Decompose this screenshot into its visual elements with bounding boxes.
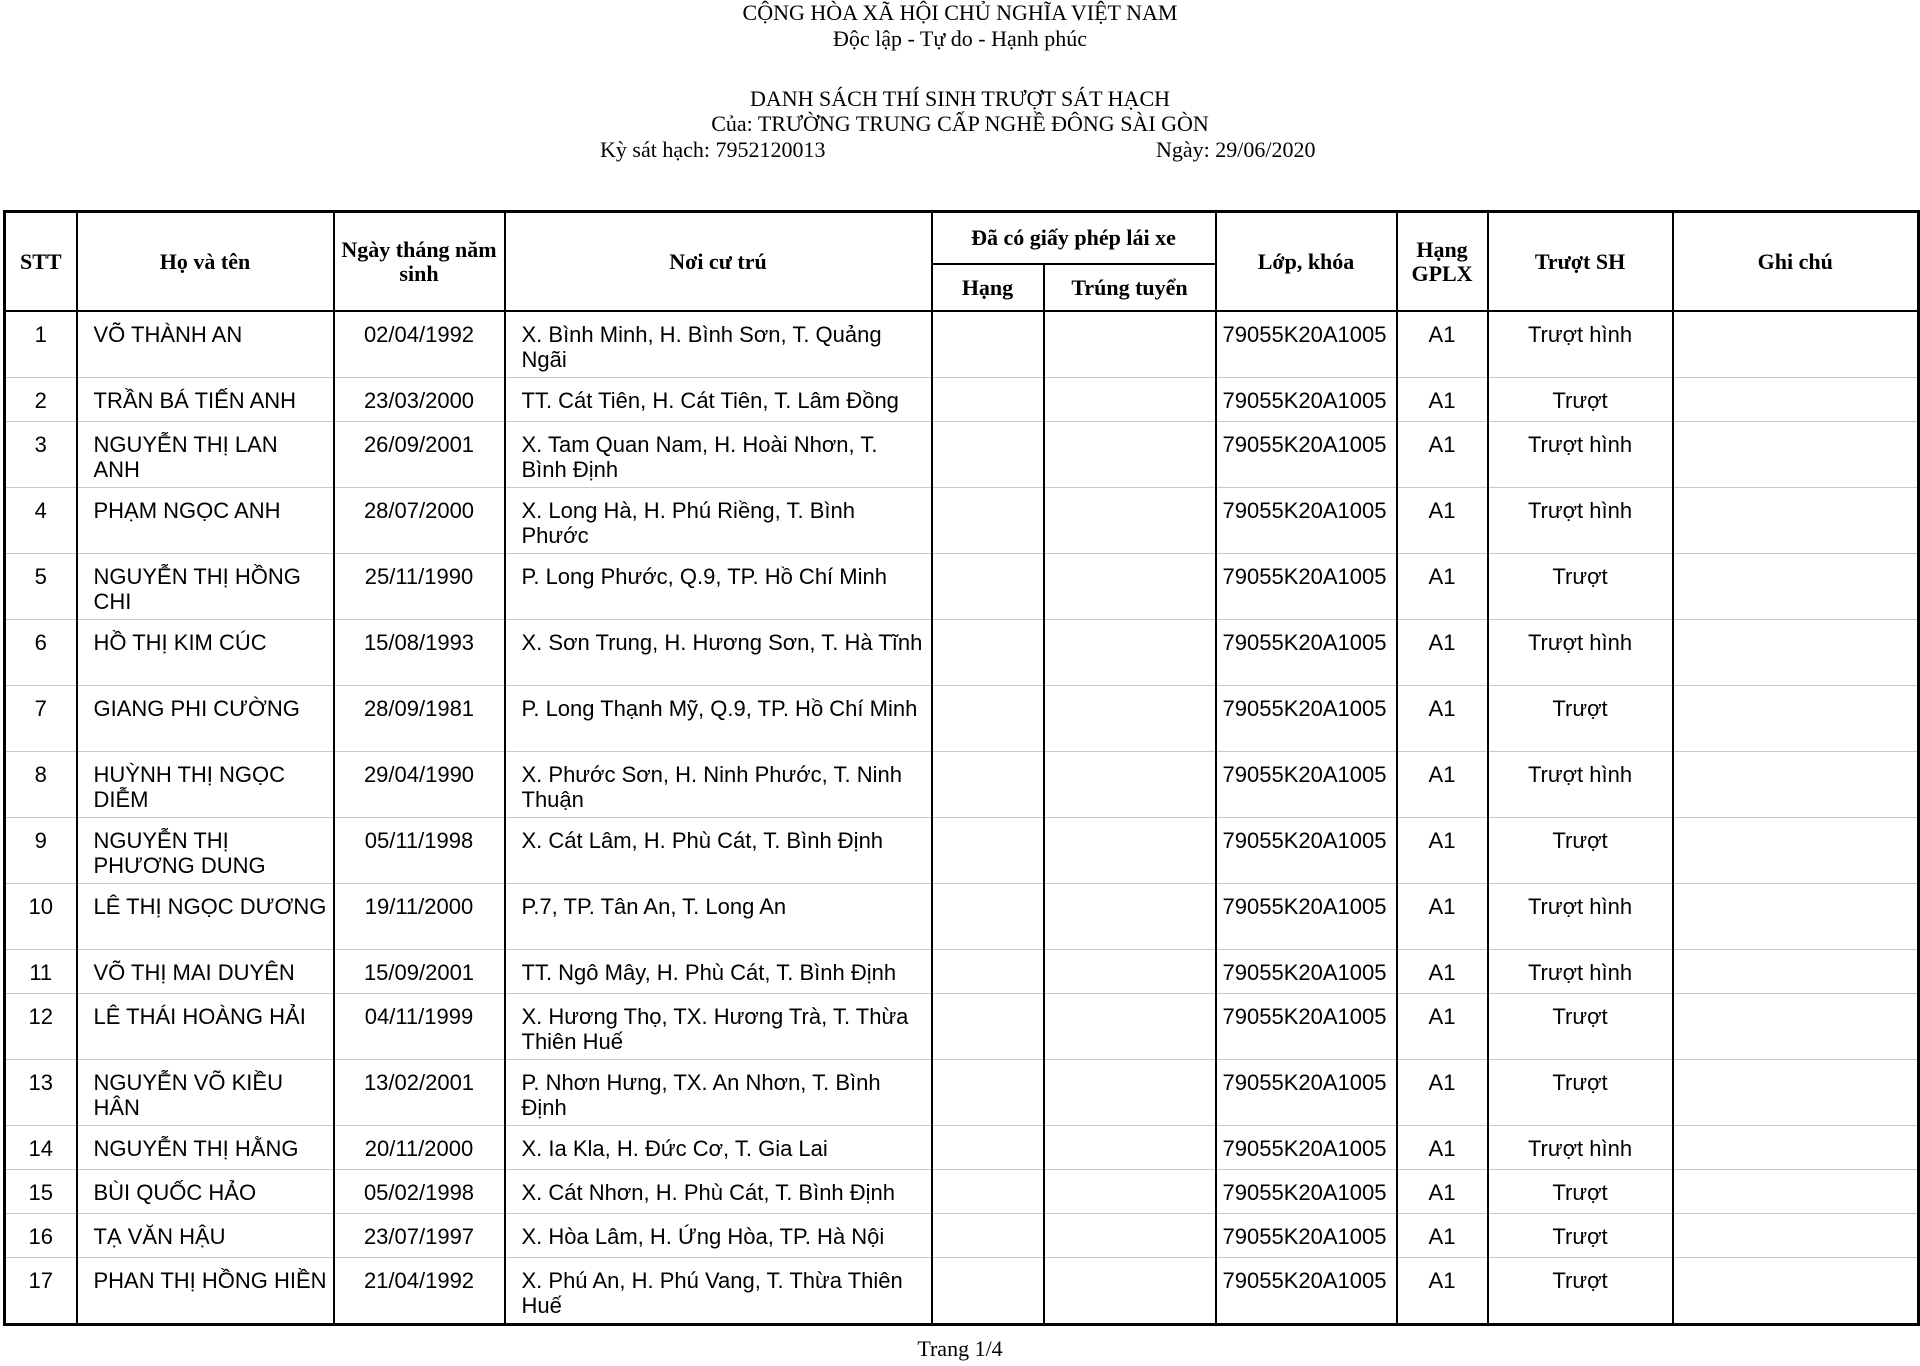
cell-license-passed [1044, 422, 1216, 488]
cell-fail: Trượt [1488, 994, 1673, 1060]
table-row [5, 554, 1919, 620]
cell-stt: 1 [5, 311, 77, 378]
col-header-license-class: Hạng [932, 264, 1044, 311]
cell-note [1673, 1214, 1919, 1258]
cell-note [1673, 554, 1919, 620]
cell-address: X. Long Hà, H. Phú Riềng, T. Bình Phước [505, 488, 932, 554]
table-row [5, 994, 1919, 1060]
table-row [5, 378, 1919, 422]
cell-dob: 04/11/1999 [334, 994, 505, 1060]
cell-course: 79055K20A1005 [1216, 884, 1397, 950]
col-header-stt: STT [5, 212, 77, 312]
cell-fail: Trượt hình [1488, 1126, 1673, 1170]
cell-dob: 23/07/1997 [334, 1214, 505, 1258]
cell-course: 79055K20A1005 [1216, 1170, 1397, 1214]
cell-gplx: A1 [1397, 1258, 1488, 1325]
school-name: Của: TRƯỜNG TRUNG CẤP NGHỀ ĐÔNG SÀI GÒN [711, 111, 1209, 136]
nation-title: CỘNG HÒA XÃ HỘI CHỦ NGHĨA VIỆT NAM [742, 0, 1178, 25]
cell-name: NGUYỄN VÕ KIỀU HÂN [77, 1060, 334, 1126]
cell-note [1673, 1170, 1919, 1214]
cell-gplx: A1 [1397, 378, 1488, 422]
cell-name: GIANG PHI CƯỜNG [77, 686, 334, 752]
cell-dob: 02/04/1992 [334, 311, 505, 378]
col-header-dob: Ngày tháng năm sinh [334, 212, 505, 312]
cell-gplx: A1 [1397, 818, 1488, 884]
cell-license-passed [1044, 752, 1216, 818]
cell-license-class [932, 994, 1044, 1060]
cell-note [1673, 752, 1919, 818]
cell-note [1673, 378, 1919, 422]
document-title: DANH SÁCH THÍ SINH TRƯỢT SÁT HẠCH [749, 86, 1171, 111]
cell-fail: Trượt hình [1488, 620, 1673, 686]
cell-stt: 10 [5, 884, 77, 950]
cell-gplx: A1 [1397, 422, 1488, 488]
cell-stt: 13 [5, 1060, 77, 1126]
table-row [5, 752, 1919, 818]
cell-license-class [932, 378, 1044, 422]
cell-dob: 23/03/2000 [334, 378, 505, 422]
table-row [5, 1170, 1919, 1214]
col-header-address: Nơi cư trú [505, 212, 932, 312]
cell-license-class [932, 950, 1044, 994]
cell-name: VÕ THÀNH AN [77, 311, 334, 378]
table-row [5, 488, 1919, 554]
cell-course: 79055K20A1005 [1216, 1214, 1397, 1258]
cell-note [1673, 686, 1919, 752]
cell-license-class [932, 1214, 1044, 1258]
cell-address: X. Sơn Trung, H. Hương Sơn, T. Hà Tĩnh [505, 620, 932, 686]
cell-name: HỒ THỊ KIM CÚC [77, 620, 334, 686]
cell-license-class [932, 752, 1044, 818]
cell-dob: 29/04/1990 [334, 752, 505, 818]
cell-license-passed [1044, 950, 1216, 994]
cell-name: TẠ VĂN HẬU [77, 1214, 334, 1258]
cell-name: PHAN THỊ HỒNG HIỀN [77, 1258, 334, 1325]
cell-license-class [932, 884, 1044, 950]
cell-gplx: A1 [1397, 994, 1488, 1060]
table-body [5, 311, 1919, 1325]
cell-license-class [932, 686, 1044, 752]
cell-name: TRẦN BÁ TIẾN ANH [77, 378, 334, 422]
cell-name: LÊ THÁI HOÀNG HẢI [77, 994, 334, 1060]
cell-dob: 15/08/1993 [334, 620, 505, 686]
cell-license-passed [1044, 620, 1216, 686]
cell-gplx: A1 [1397, 488, 1488, 554]
table-row [5, 1126, 1919, 1170]
cell-stt: 8 [5, 752, 77, 818]
cell-course: 79055K20A1005 [1216, 1060, 1397, 1126]
cell-fail: Trượt hình [1488, 950, 1673, 994]
table-row [5, 1214, 1919, 1258]
cell-fail: Trượt hình [1488, 311, 1673, 378]
col-header-license-group: Đã có giấy phép lái xe [932, 212, 1216, 265]
cell-address: P. Long Phước, Q.9, TP. Hồ Chí Minh [505, 554, 932, 620]
cell-fail: Trượt hình [1488, 488, 1673, 554]
cell-note [1673, 620, 1919, 686]
cell-stt: 3 [5, 422, 77, 488]
cell-stt: 12 [5, 994, 77, 1060]
cell-license-passed [1044, 1060, 1216, 1126]
cell-license-passed [1044, 554, 1216, 620]
cell-name: NGUYỄN THỊ PHƯƠNG DUNG [77, 818, 334, 884]
cell-fail: Trượt hình [1488, 884, 1673, 950]
cell-address: X. Cát Nhơn, H. Phù Cát, T. Bình Định [505, 1170, 932, 1214]
cell-address: X. Tam Quan Nam, H. Hoài Nhơn, T. Bình Định [505, 422, 932, 488]
cell-license-class [932, 554, 1044, 620]
cell-address: X. Phú An, H. Phú Vang, T. Thừa Thiên Huế [505, 1258, 932, 1325]
cell-license-passed [1044, 818, 1216, 884]
failed-candidates-table [3, 210, 1920, 1326]
cell-note [1673, 311, 1919, 378]
cell-course: 79055K20A1005 [1216, 1258, 1397, 1325]
cell-course: 79055K20A1005 [1216, 488, 1397, 554]
cell-stt: 2 [5, 378, 77, 422]
cell-note [1673, 488, 1919, 554]
cell-note [1673, 950, 1919, 994]
cell-gplx: A1 [1397, 1126, 1488, 1170]
cell-dob: 25/11/1990 [334, 554, 505, 620]
cell-gplx: A1 [1397, 884, 1488, 950]
cell-note [1673, 818, 1919, 884]
cell-license-class [932, 1060, 1044, 1126]
cell-note [1673, 422, 1919, 488]
cell-gplx: A1 [1397, 1214, 1488, 1258]
cell-course: 79055K20A1005 [1216, 686, 1397, 752]
cell-license-class [932, 620, 1044, 686]
cell-dob: 26/09/2001 [334, 422, 505, 488]
cell-note [1673, 1258, 1919, 1325]
table-row [5, 686, 1919, 752]
cell-dob: 13/02/2001 [334, 1060, 505, 1126]
col-header-course: Lớp, khóa [1216, 212, 1397, 312]
col-header-gplx: Hạng GPLX [1397, 212, 1488, 312]
cell-stt: 15 [5, 1170, 77, 1214]
cell-note [1673, 1060, 1919, 1126]
cell-license-passed [1044, 311, 1216, 378]
cell-address: TT. Cát Tiên, H. Cát Tiên, T. Lâm Đồng [505, 378, 932, 422]
table-row [5, 950, 1919, 994]
table-row [5, 1060, 1919, 1126]
cell-stt: 7 [5, 686, 77, 752]
cell-course: 79055K20A1005 [1216, 950, 1397, 994]
cell-stt: 5 [5, 554, 77, 620]
cell-fail: Trượt [1488, 1170, 1673, 1214]
cell-stt: 11 [5, 950, 77, 994]
cell-name: HUỲNH THỊ NGỌC DIỄM [77, 752, 334, 818]
cell-license-class [932, 422, 1044, 488]
cell-gplx: A1 [1397, 686, 1488, 752]
cell-stt: 16 [5, 1214, 77, 1258]
page-number: Trang 1/4 [917, 1336, 1003, 1361]
cell-license-passed [1044, 1258, 1216, 1325]
col-header-note: Ghi chú [1673, 212, 1919, 312]
cell-license-class [932, 488, 1044, 554]
cell-license-passed [1044, 1170, 1216, 1214]
cell-gplx: A1 [1397, 752, 1488, 818]
cell-license-class [932, 1170, 1044, 1214]
cell-stt: 9 [5, 818, 77, 884]
cell-name: VÕ THỊ MAI DUYÊN [77, 950, 334, 994]
cell-fail: Trượt [1488, 1060, 1673, 1126]
cell-fail: Trượt hình [1488, 752, 1673, 818]
cell-stt: 17 [5, 1258, 77, 1325]
cell-gplx: A1 [1397, 1060, 1488, 1126]
cell-fail: Trượt [1488, 554, 1673, 620]
table-row [5, 422, 1919, 488]
cell-license-class [932, 1126, 1044, 1170]
cell-license-class [932, 818, 1044, 884]
cell-address: X. Phước Sơn, H. Ninh Phước, T. Ninh Thuận [505, 752, 932, 818]
cell-fail: Trượt hình [1488, 422, 1673, 488]
table-row [5, 620, 1919, 686]
cell-license-passed [1044, 1214, 1216, 1258]
cell-address: TT. Ngô Mây, H. Phù Cát, T. Bình Định [505, 950, 932, 994]
cell-license-passed [1044, 378, 1216, 422]
cell-course: 79055K20A1005 [1216, 994, 1397, 1060]
col-header-name: Họ và tên [77, 212, 334, 312]
cell-dob: 28/09/1981 [334, 686, 505, 752]
cell-address: P. Nhơn Hưng, TX. An Nhơn, T. Bình Định [505, 1060, 932, 1126]
cell-fail: Trượt [1488, 686, 1673, 752]
cell-fail: Trượt [1488, 818, 1673, 884]
cell-gplx: A1 [1397, 1170, 1488, 1214]
cell-course: 79055K20A1005 [1216, 311, 1397, 378]
cell-stt: 14 [5, 1126, 77, 1170]
table-row [5, 1258, 1919, 1325]
cell-name: LÊ THỊ NGỌC DƯƠNG [77, 884, 334, 950]
cell-course: 79055K20A1005 [1216, 752, 1397, 818]
cell-address: X. Ia Kla, H. Đức Cơ, T. Gia Lai [505, 1126, 932, 1170]
cell-stt: 6 [5, 620, 77, 686]
cell-dob: 19/11/2000 [334, 884, 505, 950]
cell-gplx: A1 [1397, 950, 1488, 994]
cell-note [1673, 1126, 1919, 1170]
cell-name: PHẠM NGỌC ANH [77, 488, 334, 554]
cell-address: P.7, TP. Tân An, T. Long An [505, 884, 932, 950]
cell-license-passed [1044, 686, 1216, 752]
cell-license-passed [1044, 884, 1216, 950]
cell-address: X. Hương Thọ, TX. Hương Trà, T. Thừa Thiên Huế [505, 994, 932, 1060]
table-row [5, 884, 1919, 950]
cell-course: 79055K20A1005 [1216, 378, 1397, 422]
cell-address: X. Hòa Lâm, H. Ứng Hòa, TP. Hà Nội [505, 1214, 932, 1258]
cell-license-passed [1044, 1126, 1216, 1170]
cell-address: X. Bình Minh, H. Bình Sơn, T. Quảng Ngãi [505, 311, 932, 378]
cell-gplx: A1 [1397, 311, 1488, 378]
cell-name: NGUYỄN THỊ LAN ANH [77, 422, 334, 488]
cell-name: BÙI QUỐC HẢO [77, 1170, 334, 1214]
cell-course: 79055K20A1005 [1216, 620, 1397, 686]
exam-date: Ngày: 29/06/2020 [1156, 137, 1316, 162]
cell-dob: 21/04/1992 [334, 1258, 505, 1325]
cell-note [1673, 994, 1919, 1060]
cell-fail: Trượt [1488, 1258, 1673, 1325]
cell-course: 79055K20A1005 [1216, 1126, 1397, 1170]
cell-license-class [932, 1258, 1044, 1325]
cell-dob: 20/11/2000 [334, 1126, 505, 1170]
cell-dob: 05/02/1998 [334, 1170, 505, 1214]
exam-session: Kỳ sát hạch: 7952120013 [600, 137, 826, 162]
cell-gplx: A1 [1397, 554, 1488, 620]
nation-motto: Độc lập - Tự do - Hạnh phúc [832, 26, 1088, 51]
cell-gplx: A1 [1397, 620, 1488, 686]
col-header-license-passed: Trúng tuyển [1044, 264, 1216, 311]
cell-license-passed [1044, 488, 1216, 554]
cell-dob: 05/11/1998 [334, 818, 505, 884]
cell-address: X. Cát Lâm, H. Phù Cát, T. Bình Định [505, 818, 932, 884]
cell-course: 79055K20A1005 [1216, 422, 1397, 488]
cell-address: P. Long Thạnh Mỹ, Q.9, TP. Hồ Chí Minh [505, 686, 932, 752]
cell-dob: 28/07/2000 [334, 488, 505, 554]
cell-name: NGUYỄN THỊ HẰNG [77, 1126, 334, 1170]
table-header [5, 212, 1919, 312]
cell-fail: Trượt [1488, 378, 1673, 422]
cell-dob: 15/09/2001 [334, 950, 505, 994]
table-row [5, 311, 1919, 378]
cell-course: 79055K20A1005 [1216, 554, 1397, 620]
cell-name: NGUYỄN THỊ HỒNG CHI [77, 554, 334, 620]
cell-note [1673, 884, 1919, 950]
cell-fail: Trượt [1488, 1214, 1673, 1258]
col-header-fail: Trượt SH [1488, 212, 1673, 312]
cell-license-class [932, 311, 1044, 378]
cell-course: 79055K20A1005 [1216, 818, 1397, 884]
table-row [5, 818, 1919, 884]
cell-license-passed [1044, 994, 1216, 1060]
cell-stt: 4 [5, 488, 77, 554]
